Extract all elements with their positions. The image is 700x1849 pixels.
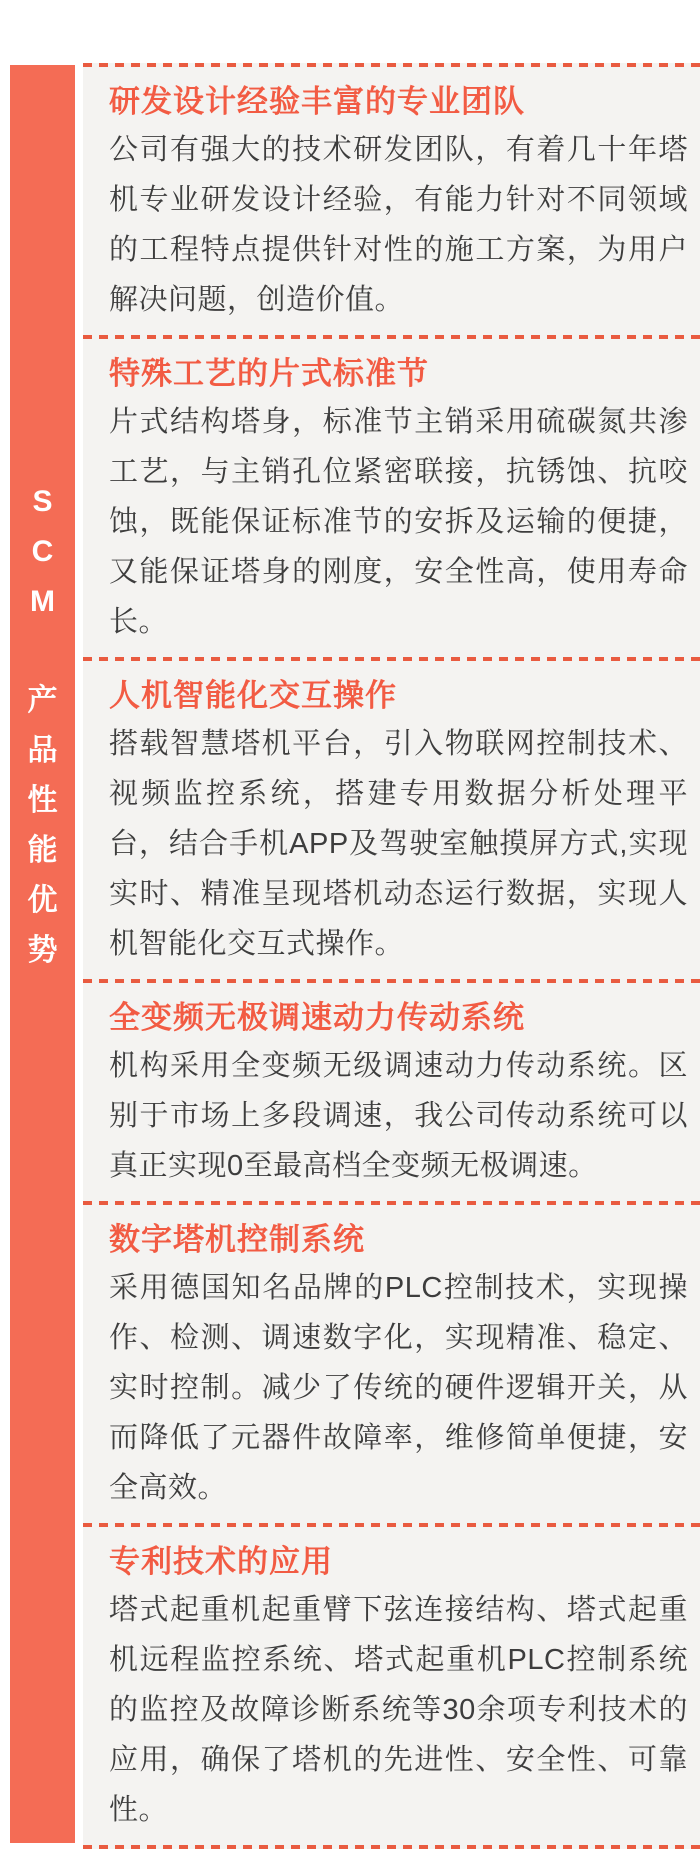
- section-body: 采用德国知名品牌的PLC控制技术，实现操作、检测、调速数字化，实现精准、稳定、实时控制。减少了传统的硬件逻辑开关，从而降低了元器件故障率，维修简单便捷，安全高效。: [109, 1272, 688, 1504]
- section-body: 片式结构塔身，标准节主销采用硫碳氮共渗工艺，与主销孔位紧密联接，抗锈蚀、抗咬蚀，既能保证标准节的安拆及运输的便捷，又能保证塔身的刚度，安全性高，使用寿命长。: [109, 406, 688, 638]
- section-digital-control: [83, 1205, 700, 1523]
- section-smart-interaction: [83, 661, 700, 979]
- sidebar-char-m: M: [30, 585, 55, 618]
- section-body: 塔式起重机起重臂下弦连接结构、塔式起重机远程监控系统、塔式起重机PLC控制系统的监控及故障诊断系统等30余项专利技术的应用，确保了塔机的先进性、安全性、可靠性。: [109, 1594, 688, 1826]
- section-body: 搭载智慧塔机平台，引入物联网控制技术、视频监控系统，搭建专用数据分析处理平台，结合手机APP及驾驶室触摸屏方式,实现实时、精准呈现塔机动态运行数据，实现人机智能化交互式操作。: [109, 728, 688, 960]
- section-drive-system: [83, 983, 700, 1201]
- sidebar-banner: [10, 65, 75, 1843]
- section-patents: [83, 1527, 700, 1845]
- sidebar-char-xing: 性: [27, 784, 58, 817]
- sidebar-char-shi: 势: [27, 934, 58, 967]
- section-body: 机构采用全变频无级调速动力传动系统。区别于市场上多段调速，我公司传动系统可以真正实现0至最高档全变频无极调速。: [109, 1050, 688, 1182]
- sidebar-char-s: S: [32, 485, 53, 518]
- section-heading: 专利技术的应用: [109, 1544, 333, 1579]
- sidebar-vertical-label: [10, 65, 75, 972]
- sidebar-char-c: C: [31, 535, 54, 568]
- sidebar-char-neng: 能: [27, 834, 58, 867]
- section-heading: 研发设计经验丰富的专业团队: [109, 84, 525, 119]
- section-rd-team: [83, 67, 700, 335]
- section-heading: 数字塔机控制系统: [109, 1222, 365, 1257]
- sidebar-char-pin: 品: [27, 734, 58, 767]
- section-heading: 特殊工艺的片式标准节: [109, 356, 429, 391]
- section-heading: 全变频无极调速动力传动系统: [109, 1000, 525, 1035]
- content-panel: [83, 63, 700, 1849]
- section-standard-node: [83, 339, 700, 657]
- sidebar-char-you: 优: [27, 884, 58, 917]
- section-heading: 人机智能化交互操作: [109, 678, 397, 713]
- sidebar-char-chan: 产: [27, 684, 58, 717]
- section-body: 公司有强大的技术研发团队，有着几十年塔机专业研发设计经验，有能力针对不同领域的工程特点提供针对性的施工方案，为用户解决问题，创造价值。: [109, 134, 688, 316]
- divider-bottom: [83, 1845, 700, 1849]
